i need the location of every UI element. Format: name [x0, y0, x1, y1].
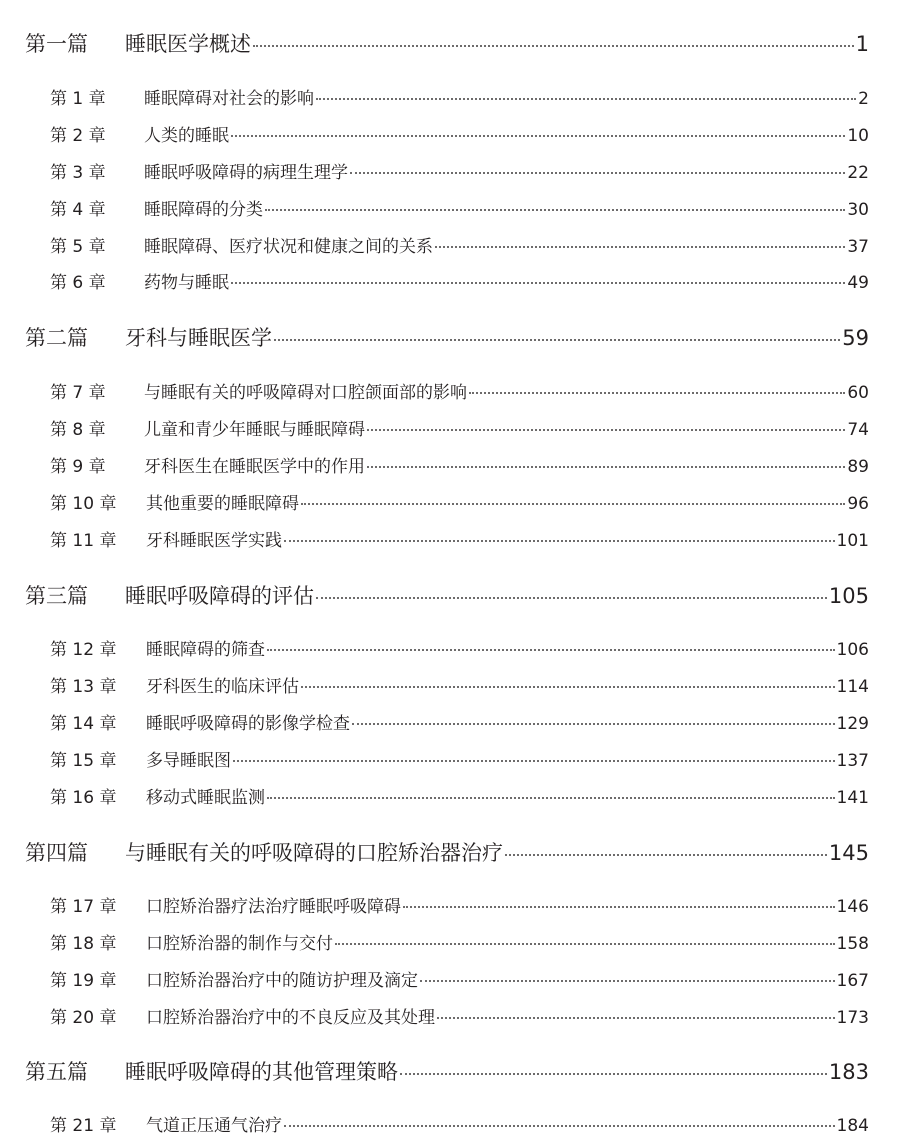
page-number: 89 [847, 457, 869, 477]
part-number: 第五篇 [25, 1060, 88, 1084]
chapter-title: 睡眠障碍、医疗状况和健康之间的关系 [144, 237, 433, 257]
dot-leader [400, 1073, 827, 1075]
dot-leader [367, 466, 845, 468]
dot-leader [420, 980, 835, 982]
page-number: 106 [836, 640, 869, 660]
chapter-number: 第 12 章 [50, 640, 117, 660]
part-title: 牙科与睡眠医学 [125, 326, 272, 350]
toc-chapter-9[interactable] [50, 452, 869, 477]
chapter-title: 牙科医生在睡眠医学中的作用 [144, 457, 365, 477]
toc-chapter-16[interactable] [50, 783, 869, 808]
page-number: 146 [836, 897, 869, 917]
dot-leader [316, 98, 856, 100]
page-number: 37 [847, 237, 869, 257]
chapter-number: 第 14 章 [50, 714, 117, 734]
toc-part-1[interactable] [25, 28, 869, 58]
dot-leader [301, 503, 845, 505]
toc-part-4[interactable] [25, 837, 869, 867]
chapter-title: 睡眠障碍的筛查 [146, 640, 265, 660]
chapter-number: 第 15 章 [50, 751, 117, 771]
chapter-number: 第 3 章 [50, 163, 106, 183]
chapter-number: 第 16 章 [50, 788, 117, 808]
toc-chapter-4[interactable] [50, 195, 869, 220]
dot-leader [231, 282, 845, 284]
dot-leader [403, 906, 835, 908]
chapter-title: 睡眠障碍对社会的影响 [144, 89, 314, 109]
toc-part-5[interactable] [25, 1056, 869, 1086]
toc-chapter-5[interactable] [50, 232, 869, 257]
toc-part-2[interactable] [25, 322, 869, 352]
dot-leader [301, 686, 835, 688]
chapter-title: 口腔矫治器治疗中的不良反应及其处理 [146, 1008, 435, 1028]
part-title: 睡眠呼吸障碍的其他管理策略 [125, 1060, 398, 1084]
page-number: 22 [847, 163, 869, 183]
toc-chapter-10[interactable] [50, 489, 869, 514]
page-number: 74 [847, 420, 869, 440]
page-number: 2 [858, 89, 869, 109]
toc-part-3[interactable] [25, 580, 869, 610]
part-number: 第三篇 [25, 584, 88, 608]
page-number: 96 [847, 494, 869, 514]
toc-chapter-3[interactable] [50, 158, 869, 183]
toc-chapter-1[interactable] [50, 84, 869, 109]
chapter-title: 睡眠呼吸障碍的病理生理学 [144, 163, 348, 183]
toc-chapter-6[interactable] [50, 268, 869, 293]
part-number: 第二篇 [25, 326, 88, 350]
part-title: 与睡眠有关的呼吸障碍的口腔矫治器治疗 [125, 841, 503, 865]
chapter-number: 第 18 章 [50, 934, 117, 954]
dot-leader [469, 392, 845, 394]
toc-chapter-8[interactable] [50, 415, 869, 440]
part-number: 第一篇 [25, 32, 88, 56]
dot-leader [265, 209, 845, 211]
toc-chapter-21[interactable] [50, 1111, 869, 1136]
toc-chapter-11[interactable] [50, 526, 869, 551]
chapter-title: 睡眠呼吸障碍的影像学检查 [146, 714, 350, 734]
dot-leader [437, 1017, 835, 1019]
page-number: 129 [836, 714, 869, 734]
chapter-title: 睡眠障碍的分类 [144, 200, 263, 220]
chapter-number: 第 20 章 [50, 1008, 117, 1028]
page-number: 114 [836, 677, 869, 697]
chapter-title: 牙科睡眠医学实践 [146, 531, 282, 551]
dot-leader [367, 429, 845, 431]
chapter-title: 口腔矫治器治疗中的随访护理及滴定 [146, 971, 418, 991]
dot-leader [231, 135, 845, 137]
chapter-number: 第 11 章 [50, 531, 117, 551]
chapter-number: 第 9 章 [50, 457, 106, 477]
chapter-number: 第 17 章 [50, 897, 117, 917]
part-number: 第四篇 [25, 841, 88, 865]
part-title: 睡眠呼吸障碍的评估 [125, 584, 314, 608]
toc-chapter-12[interactable] [50, 635, 869, 660]
chapter-title: 气道正压通气治疗 [146, 1116, 282, 1136]
chapter-title: 人类的睡眠 [144, 126, 229, 146]
dot-leader [435, 246, 845, 248]
dot-leader [335, 943, 835, 945]
page-number: 167 [836, 971, 869, 991]
dot-leader [316, 597, 827, 599]
chapter-number: 第 13 章 [50, 677, 117, 697]
toc-chapter-20[interactable] [50, 1003, 869, 1028]
page-number: 101 [836, 531, 869, 551]
page-number: 141 [836, 788, 869, 808]
chapter-number: 第 7 章 [50, 383, 106, 403]
toc-chapter-2[interactable] [50, 121, 869, 146]
page-number: 173 [836, 1008, 869, 1028]
chapter-title: 口腔矫治器的制作与交付 [146, 934, 333, 954]
page-number: 60 [847, 383, 869, 403]
page-number: 105 [828, 584, 869, 608]
chapter-number: 第 10 章 [50, 494, 117, 514]
chapter-number: 第 21 章 [50, 1116, 117, 1136]
dot-leader [352, 723, 835, 725]
dot-leader [505, 854, 827, 856]
page-number: 145 [828, 841, 869, 865]
dot-leader [233, 760, 835, 762]
toc-chapter-19[interactable] [50, 966, 869, 991]
dot-leader [350, 172, 845, 174]
page-number: 158 [836, 934, 869, 954]
page-number: 30 [847, 200, 869, 220]
chapter-number: 第 19 章 [50, 971, 117, 991]
chapter-title: 药物与睡眠 [144, 273, 229, 293]
chapter-title: 移动式睡眠监测 [146, 788, 265, 808]
chapter-title: 牙科医生的临床评估 [146, 677, 299, 697]
page-number: 49 [847, 273, 869, 293]
chapter-title: 儿童和青少年睡眠与睡眠障碍 [144, 420, 365, 440]
dot-leader [267, 649, 835, 651]
chapter-number: 第 8 章 [50, 420, 106, 440]
page-number: 184 [836, 1116, 869, 1136]
toc-chapter-17[interactable] [50, 892, 869, 917]
page-number: 137 [836, 751, 869, 771]
toc-chapter-7[interactable] [50, 378, 869, 403]
chapter-title: 与睡眠有关的呼吸障碍对口腔颌面部的影响 [144, 383, 467, 403]
chapter-title: 口腔矫治器疗法治疗睡眠呼吸障碍 [146, 897, 401, 917]
page-number: 10 [847, 126, 869, 146]
chapter-number: 第 6 章 [50, 273, 106, 293]
page-number: 183 [828, 1060, 869, 1084]
dot-leader [284, 1125, 835, 1127]
chapter-title: 其他重要的睡眠障碍 [146, 494, 299, 514]
page-number: 1 [855, 32, 869, 56]
dot-leader [274, 339, 840, 341]
chapter-number: 第 4 章 [50, 200, 106, 220]
dot-leader [284, 540, 835, 542]
toc-chapter-13[interactable] [50, 672, 869, 697]
chapter-number: 第 1 章 [50, 89, 106, 109]
dot-leader [267, 797, 835, 799]
toc-chapter-14[interactable] [50, 709, 869, 734]
dot-leader [253, 45, 854, 47]
chapter-number: 第 5 章 [50, 237, 106, 257]
page-number: 59 [842, 326, 869, 350]
chapter-title: 多导睡眠图 [146, 751, 231, 771]
toc-chapter-18[interactable] [50, 929, 869, 954]
part-title: 睡眠医学概述 [125, 32, 251, 56]
chapter-number: 第 2 章 [50, 126, 106, 146]
toc-chapter-15[interactable] [50, 746, 869, 771]
